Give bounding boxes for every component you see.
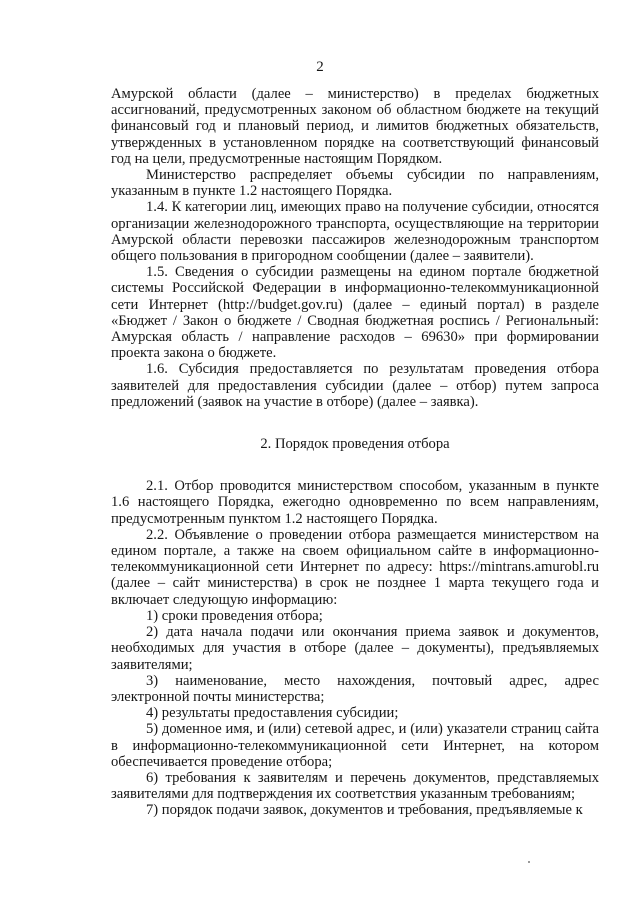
paragraph-p1-6: 1.6. Субсидия предоставляется по результатам проведения отбора заявителей для предоставления субсидии (далее – отбор) путем запроса предложений (заявок на участие в отборе) (далее – заявка).	[111, 361, 599, 410]
paragraph-p1-4: 1.4. К категории лиц, имеющих право на получение субсидии, относятся организации железнодорожного транспорта, осуществляющие на территории Амурской области перевозки пассажиров железнодорожным транспортом общего пользования в пригородном сообщении (далее – заявители).	[111, 199, 599, 265]
section-heading: 2. Порядок проведения отбора	[260, 436, 450, 453]
paragraph-item-2: 2) дата начала подачи или окончания приема заявок и документов, необходимых для участия в отборе (далее – документы), предъявляемых заявителями;	[111, 624, 599, 673]
paragraph-item-5: 5) доменное имя, и (или) сетевой адрес, и (или) указатели страниц сайта в информационно-телекоммуникационной сети Интернет, на котором обеспечивается проведение отбора;	[111, 721, 599, 770]
document-body	[111, 86, 599, 819]
paragraph-item-7: 7) порядок подачи заявок, документов и требования, предъявляемые к	[146, 802, 583, 819]
paragraph-cont: Амурской области (далее – министерство) в пределах бюджетных ассигнований, предусмотренных законом об областном бюджете на текущий финансовый год и плановый период, и лимитов бюджетных обязательств, утвержденных в установленном порядке на соответствующий финансовый год на цели, предусмотренные настоящим Порядком.	[111, 86, 599, 167]
paragraph-p2-1: 2.1. Отбор проводится министерством способом, указанным в пункте 1.6 настоящего Порядка, ежегодно одновременно по всем направлениям, предусмотренным пунктом 1.2 настоящего Порядка.	[111, 478, 599, 527]
paragraph-p2-2: 2.2. Объявление о проведении отбора размещается министерством на едином портале, а также на своем официальном сайте в информационно-телекоммуникационной сети Интернет по адресу: https://mintrans.amurobl.ru (далее – сайт министерства) в срок не позднее 1 марта текущего года и включает следующую информацию:	[111, 526, 599, 608]
scan-dot	[528, 861, 530, 863]
paragraph-item-3: 3) наименование, место нахождения, почтовый адрес, адрес электронной почты министерства;	[111, 672, 599, 705]
paragraph-item-4: 4) результаты предоставления субсидии;	[146, 705, 399, 722]
section-2-paragraphs	[111, 478, 599, 818]
page-number: 2	[316, 59, 324, 75]
paragraph-item-1: 1) сроки проведения отбора;	[146, 607, 323, 624]
paragraph-p1-5: 1.5. Сведения о субсидии размещены на едином портале бюджетной системы Российской Федерации в информационно-телекоммуникационной сети Интернет (http://budget.gov.ru) (далее – единый портал) в разделе «Бюджет / Закон о бюджете / Сводная бюджетная роспись / Региональный: Амурская область / направление расходов – 69630» при формировании проекта закона о бюджете.	[111, 264, 599, 362]
paragraph-distribution: Министерство распределяет объемы субсидии по направлениям, указанным в пункте 1.2 настоящего Порядка.	[111, 167, 599, 200]
paragraph-item-6: 6) требования к заявителям и перечень документов, представляемых заявителями для подтверждения их соответствия указанным требованиям;	[111, 769, 599, 803]
intro-paragraphs	[111, 86, 599, 410]
